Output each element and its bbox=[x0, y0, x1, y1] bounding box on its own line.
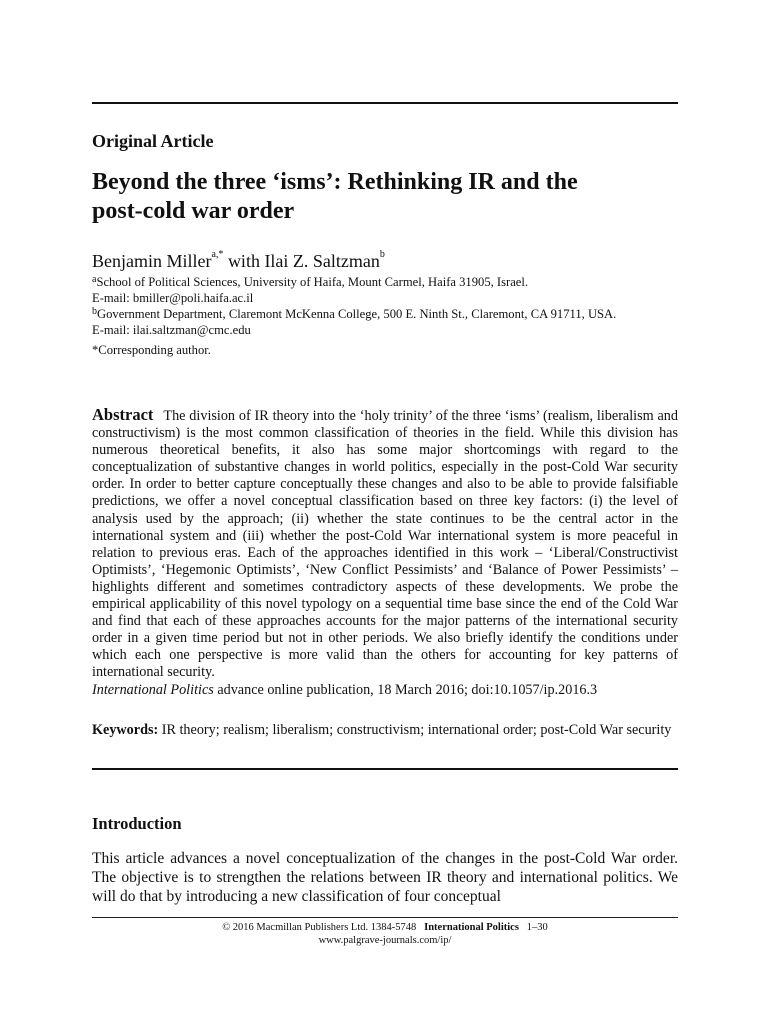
corresponding-author-note: *Corresponding author. bbox=[92, 343, 211, 357]
affiliation-b bbox=[92, 306, 692, 322]
abstract-end-rule bbox=[92, 768, 678, 770]
citation-line bbox=[92, 682, 678, 699]
affiliation-a-email: E-mail: bmiller@poli.haifa.ac.il bbox=[92, 291, 254, 305]
abstract-body bbox=[92, 406, 678, 682]
citation-journal: International Politics bbox=[92, 681, 214, 698]
introduction-heading: Introduction bbox=[92, 814, 182, 833]
title-line-1: Beyond the three ‘isms’: Rethinking IR and the bbox=[92, 169, 578, 195]
abstract-text: The division of IR theory into the ‘holy trinity’ of the three ‘isms’ (realism, liberalism and constructivism) is the most common classification of theories in the field. While this division has numerous theoretical benefits, it also has some major shortcomings with regard to the conceptualization of substantive changes in world politics, especially in the post-Cold War security order. In order to better capture conceptually these changes and also to be able to provide falsifiable predictions, we offer a novel conceptual classification based on three key factors: (i) the level of analysis used by the approach; (ii) whether the state continues to be the central actor in the international system and (iii) whether the post-Cold War international system is more peaceful in relation to previous eras. Each of the approaches identified in this work – ‘Liberal/Constructivist Optimists’, ‘Hegemonic Optimists’, ‘New Conflict Pessimists’ and ‘Balance of Power Pessimists’ – highlights different and sometimes contradictory aspects of these developments. We probe the empirical applicability of this novel typology on a sequential time base since the end of the Cold War and find that each of these approaches accounts for the major patterns of the international security order in a given time period but not in other periods. We also briefly identify the conditions under which each one perspective is more valid than the others for accounting for key patterns of international security. bbox=[92, 408, 678, 681]
author-connector: with Ilai Z. Saltzman bbox=[223, 251, 380, 271]
title-line-2: post-cold war order bbox=[92, 198, 295, 224]
keywords bbox=[92, 721, 678, 739]
affiliation-a bbox=[92, 274, 692, 290]
header-rule bbox=[92, 102, 678, 104]
author-line bbox=[92, 251, 385, 272]
affiliation-a-text: School of Political Sciences, University of Haifa, Mount Carmel, Haifa 31905, Israel. bbox=[96, 275, 529, 289]
abstract-heading: Abstract bbox=[92, 405, 154, 424]
footer-copyright: © 2016 Macmillan Publishers Ltd. 1384-5748 bbox=[222, 922, 417, 933]
footer-url[interactable]: www.palgrave-journals.com/ip/ bbox=[318, 935, 452, 946]
affiliation-b-text: Government Department, Claremont McKenna College, 500 E. Ninth St., Claremont, CA 91711, USA. bbox=[97, 307, 617, 321]
affiliation-b-email: E-mail: ilai.saltzman@cmc.edu bbox=[92, 323, 251, 337]
abstract bbox=[92, 406, 678, 699]
author-miller-sup: a,* bbox=[211, 249, 224, 260]
author-miller: Benjamin Miller bbox=[92, 251, 212, 271]
introduction-text: This article advances a novel conceptualization of the changes in the post-Cold War order. The objective is to strengthen the relations between IR theory and international politics. We will do that by introducing a new classification of four conceptual bbox=[92, 850, 678, 905]
author-saltzman-sup: b bbox=[379, 249, 385, 260]
keywords-text: IR theory; realism; liberalism; constructivism; international order; post-Cold War security bbox=[158, 722, 672, 738]
keywords-heading: Keywords: bbox=[92, 722, 159, 738]
affiliation-b-sup: b bbox=[92, 306, 97, 317]
footer-pages: 1–30 bbox=[526, 922, 548, 933]
footer-rule bbox=[92, 917, 678, 918]
article-type: Original Article bbox=[92, 131, 214, 151]
footer-copyright-line bbox=[92, 922, 678, 933]
citation-details: advance online publication, 18 March 2016; doi:10.1057/ip.2016.3 bbox=[213, 681, 598, 698]
article-title bbox=[92, 168, 678, 226]
affiliations bbox=[92, 274, 692, 358]
footer-journal: International Politics bbox=[424, 922, 519, 933]
affiliation-a-sup: a bbox=[92, 274, 97, 285]
